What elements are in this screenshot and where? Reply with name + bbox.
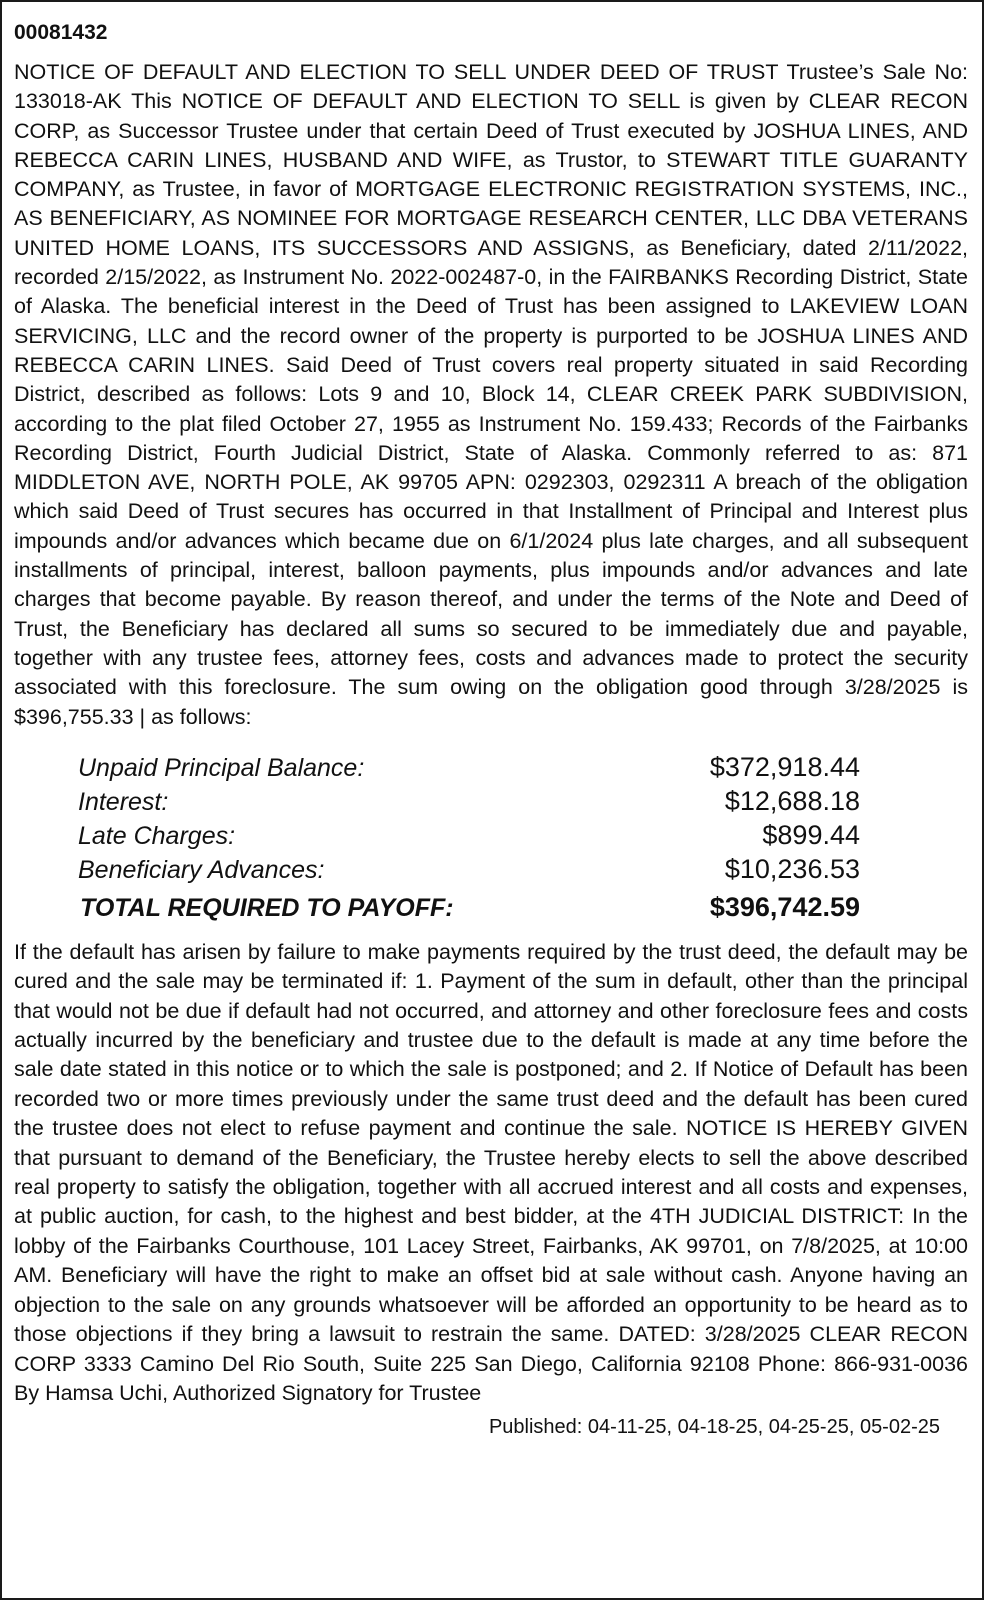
payoff-row [78, 784, 860, 818]
payoff-total-label: TOTAL REQUIRED TO PAYOFF: [80, 893, 454, 922]
payoff-table [78, 750, 860, 926]
notice-body-paragraph: NOTICE OF DEFAULT AND ELECTION TO SELL UNDER DEED OF TRUST Trustee’s Sale No: 133018-AK This NOTICE OF DEFAULT AND ELECTION TO SELL is given by CLEAR RECON CORP, as Successor Trustee under that certain Deed of Trust executed by JOSHUA LINES, AND REBECCA CARIN LINES, HUSBAND AND WIFE, as Trustor, to STEWART TITLE GUARANTY COMPANY, as Trustee, in favor of MORTGAGE ELECTRONIC REGISTRATION SYSTEMS, INC., AS BENEFICIARY, AS NOMINEE FOR MORTGAGE RESEARCH CENTER, LLC DBA VETERANS UNITED HOME LOANS, ITS SUCCESSORS AND ASSIGNS, as Beneficiary, dated 2/11/2022, recorded 2/15/2022, as Instrument No. 2022-002487-0, in the FAIRBANKS Recording District, State of Alaska. The beneficial interest in the Deed of Trust has been assigned to LAKEVIEW LOAN SERVICING, LLC and the record owner of the property is purported to be JOSHUA LINES AND REBECCA CARIN LINES. Said Deed of Trust covers real property situated in said Recording District, described as follows: Lots 9 and 10, Block 14, CLEAR CREEK PARK SUBDIVISION, according to the plat filed October 27, 1955 as Instrument No. 159.433; Records of the Fairbanks Recording District, Fourth Judicial District, State of Alaska. Commonly referred to as: 871 MIDDLETON AVE, NORTH POLE, AK 99705 APN: 0292303, 0292311 A breach of the obligation which said Deed of Trust secures has occurred in that Installment of Principal and Interest plus impounds and/or advances which became due on 6/1/2024 plus late charges, and all subsequent installments of principal, interest, balloon payments, plus impounds and/or advances and late charges that become payable. By reason thereof, and under the terms of the Note and Deed of Trust, the Beneficiary has declared all sums so secured to be immediately due and payable, together with any trustee fees, attorney fees, costs and advances made to protect the security associated with this foreclosure. The sum owing on the obligation good through 3/28/2025 is $396,755.33 | as follows: [14, 60, 968, 729]
notice-id: 00081432 [14, 21, 108, 44]
publication-dates: Published: 04-11-25, 04-18-25, 04-25-25, 05-02-25 [488, 1416, 940, 1439]
payoff-row [78, 818, 860, 852]
payoff-total-value: $396,742.59 [709, 891, 860, 922]
payoff-value: $12,688.18 [724, 785, 860, 816]
payoff-label: Unpaid Principal Balance: [78, 753, 365, 782]
payoff-row [78, 852, 860, 886]
payoff-value: $372,918.44 [709, 751, 860, 782]
payoff-value: $10,236.53 [724, 853, 860, 884]
payoff-value: $899.44 [762, 819, 860, 850]
payoff-total-row [78, 888, 860, 926]
payoff-label: Beneficiary Advances: [78, 855, 325, 884]
notice-terms-paragraph: If the default has arisen by failure to make payments required by the trust deed, the default may be cured and the sale may be terminated if: 1. Payment of the sum in default, other than the principal that would not be due if default had not occurred, and attorney and other foreclosure fees and costs actually incurred by the beneficiary and trustee due to the default is made at any time before the sale date stated in this notice or to which the sale is postponed; and 2. If Notice of Default has been recorded two or more times previously under the same trust deed and the default has been cured the trustee does not elect to refuse payment and continue the sale. NOTICE IS HEREBY GIVEN that pursuant to demand of the Beneficiary, the Trustee hereby elects to sell the above described real property to satisfy the obligation, together with all accrued interest and all costs and expenses, at public auction, for cash, to the highest and best bidder, at the 4TH JUDICIAL DISTRICT: In the lobby of the Fairbanks Courthouse, 101 Lacey Street, Fairbanks, AK 99701, on 7/8/2025, at 10:00 AM. Beneficiary will have the right to make an offset bid at sale without cash. Anyone having an objection to the sale on any grounds whatsoever will be afforded an opportunity to be heard as to those objections if they bring a lawsuit to restrain the same. DATED: 3/28/2025 CLEAR RECON CORP 3333 Camino Del Rio South, Suite 225 San Diego, California 92108 Phone: 866-931-0036 By Hamsa Uchi, Authorized Signatory for Trustee [14, 939, 968, 1405]
payoff-row [78, 750, 860, 784]
payoff-label: Late Charges: [78, 821, 236, 850]
payoff-label: Interest: [78, 787, 169, 816]
